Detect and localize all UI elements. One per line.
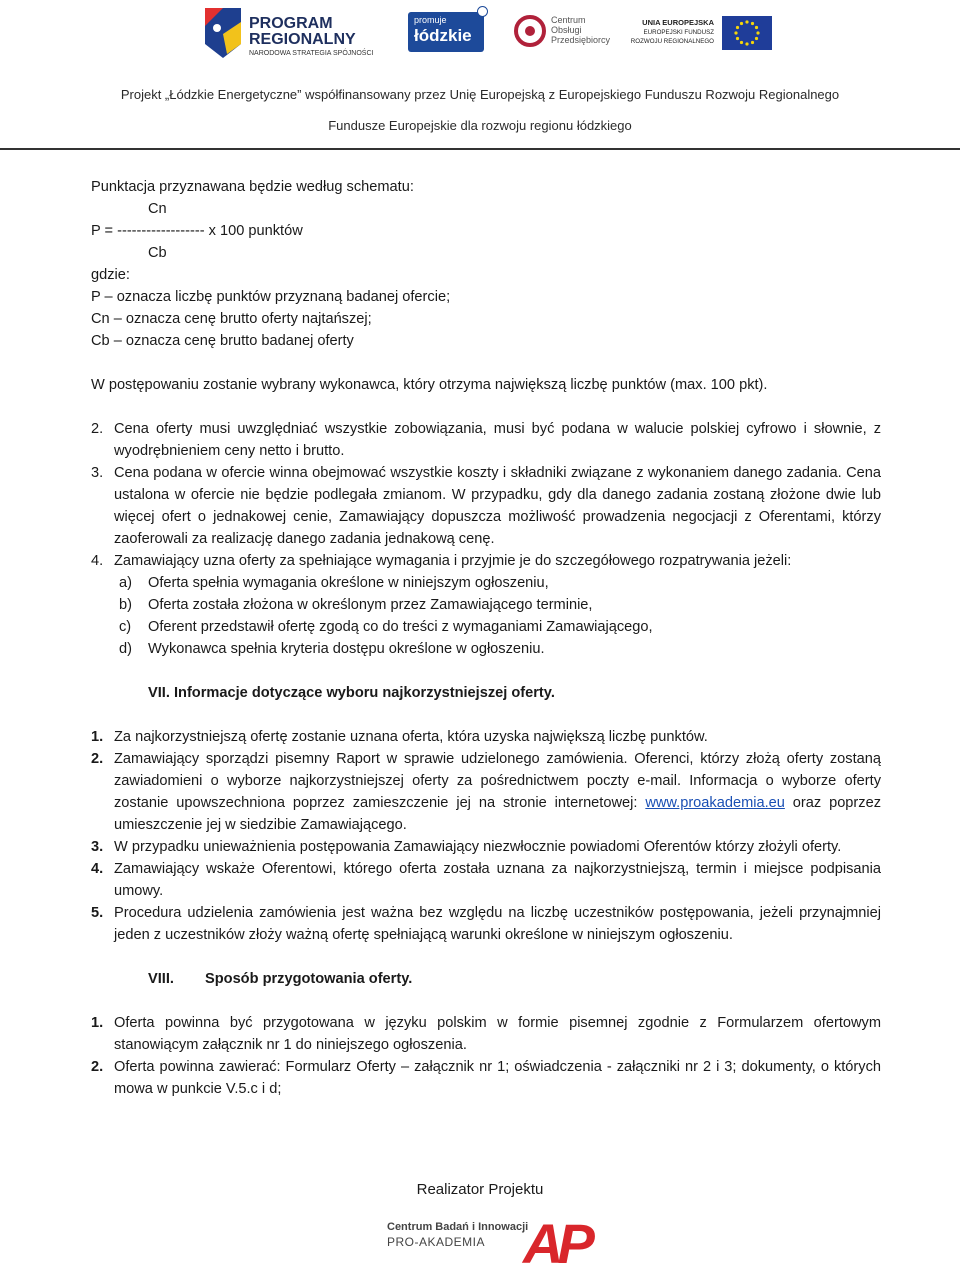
list-item bbox=[91, 418, 881, 462]
list-item-number: 3. bbox=[91, 839, 104, 855]
list-item bbox=[91, 858, 881, 902]
sub-list-item bbox=[91, 616, 881, 638]
footer-label: Realizator Projektu bbox=[416, 1181, 544, 1198]
list-item-number: 3. bbox=[91, 465, 104, 481]
formula-def-cn: Cn – oznacza cenę brutto oferty najtańszej; bbox=[91, 311, 372, 327]
pro-akademia-mark: AP bbox=[523, 1212, 589, 1275]
section-vii-heading bbox=[91, 682, 881, 704]
list-item-text: Oferta powinna być przygotowana w języku polskim w formie pisemnej zgodnie z Formularzem ofertowym stanowiącym załącznik nr 1 do niniejszego ogłoszenia. bbox=[114, 1015, 881, 1053]
program-line1: PROGRAM bbox=[249, 15, 333, 32]
formula-def-p: P – oznacza liczbę punktów przyznaną badanej ofercie; bbox=[91, 289, 451, 305]
list-item-text: Zamawiający uzna oferty za spełniające wymagania i przyjmie je do szczegółowego rozpatrywania jeżeli: bbox=[114, 553, 792, 569]
formula-denominator: Cb bbox=[148, 245, 167, 261]
list-item-number: 4. bbox=[91, 861, 104, 877]
list-item bbox=[91, 462, 881, 550]
list-item-text: Cena oferty musi uwzględniać wszystkie zobowiązania, musi być podana w walucie polskiej cyfrowo i słownie, z wyodrębnieniem ceny netto i brutto. bbox=[114, 421, 881, 459]
scoring-formula bbox=[91, 176, 881, 352]
list-item-text: Oferta powinna zawierać: Formularz Oferty – załącznik nr 1; oświadczenia - załączniki nr 2 i 3; dokumenty, o których mowa w punkcie V.5.c i d; bbox=[114, 1059, 881, 1097]
formula-def-cb: Cb – oznacza cenę brutto badanej oferty bbox=[91, 333, 354, 349]
list-item-text: Za najkorzystniejszą ofertę zostanie uznana oferta, która uzyska największą liczbę punktów. bbox=[114, 729, 708, 745]
list-item-text: Cena podana w ofercie winna obejmować wszystkie koszty i składniki związane z wykonaniem danego zadania. Cena ustalona w ofercie nie będzie podlegała zmianom. W przypadku, gdy dla danego zadania zostaną złożone dwie lub więcej ofert o jednakowej cenie, Zamawiający dopuszcza możliwość prowadzenia negocjacji z Oferentami, którzy zaoferowali za realizację danego zadania jednakową cenę. bbox=[114, 465, 881, 547]
section-viii-heading bbox=[91, 968, 881, 990]
section-vii-title: Informacje dotyczące wyboru najkorzystniejszej oferty. bbox=[173, 685, 555, 701]
funds-line: Fundusze Europejskie dla rozwoju regionu łódzkiego bbox=[328, 118, 632, 133]
header-divider bbox=[0, 148, 960, 150]
pro-akademia-line2: PRO-AKADEMIA bbox=[387, 1235, 486, 1249]
proakademia-link[interactable]: www.proakademia.eu bbox=[645, 795, 785, 811]
sub-item-text: Oferta została złożona w określonym przez Zamawiającego terminie, bbox=[148, 597, 593, 613]
pro-akademia-line1: Centrum Badań i Innowacji bbox=[387, 1221, 529, 1233]
ue-line2: EUROPEJSKI FUNDUSZ bbox=[643, 29, 714, 36]
list-item-number: 5. bbox=[91, 905, 104, 921]
list-item-number: 4. bbox=[91, 553, 104, 569]
section-viii-title: Sposób przygotowania oferty. bbox=[205, 971, 413, 987]
list-item-number: 1. bbox=[91, 1015, 104, 1031]
sub-item-text: Oferta spełnia wymagania określone w niniejszym ogłoszeniu, bbox=[148, 575, 549, 591]
list-item-text-after: oraz poprzez umieszczenie jej w siedzibie Zamawiającego. bbox=[114, 795, 881, 833]
program-line3: NARODOWA STRATEGIA SPÓJNOŚCI bbox=[249, 50, 374, 57]
list-item bbox=[91, 748, 881, 836]
list-item-text: Zamawiający wskaże Oferentowi, którego oferta została uznana za najkorzystniejszą, termin i miejsce podpisania umowy. bbox=[114, 861, 881, 899]
ue-line3: ROZWOJU REGIONALNEGO bbox=[630, 38, 714, 45]
promuje-line2: łódzkie bbox=[414, 26, 472, 45]
sub-item-letter: d) bbox=[119, 641, 132, 657]
document-body bbox=[91, 176, 881, 1100]
logo-strip bbox=[0, 4, 960, 66]
sub-list-item bbox=[91, 638, 881, 660]
formula-where: gdzie: bbox=[91, 267, 130, 283]
formula-numerator: Cn bbox=[148, 201, 167, 217]
list-item-number: 2. bbox=[91, 421, 104, 437]
list-item bbox=[91, 1012, 881, 1056]
list-item-text: W przypadku unieważnienia postępowania Zamawiający niezwłocznie powiadomi Oferentów którzy złożyli oferty. bbox=[114, 839, 842, 855]
list-item bbox=[91, 1056, 881, 1100]
cop-line3: Przedsiębiorcy bbox=[551, 35, 611, 45]
list-item-number: 2. bbox=[91, 1059, 104, 1075]
list-item bbox=[91, 726, 881, 748]
page-header bbox=[0, 0, 960, 150]
project-line: Projekt „Łódzkie Energetyczne” współfinansowany przez Unię Europejską z Europejskiego Funduszu Rozwoju Regionalnego bbox=[120, 87, 840, 102]
list-item bbox=[91, 902, 881, 946]
list-item-text: Procedura udzielenia zamówienia jest ważna bez względu na liczbę uczestników postępowania, jeżeli przynajmniej jeden z uczestników złoży ważną ofertę spełniającą warunki określone w niniejszym ogłoszeniu. bbox=[114, 905, 881, 943]
preparation-list bbox=[91, 1012, 881, 1100]
sub-item-letter: a) bbox=[119, 575, 132, 591]
winner-sentence: W postępowaniu zostanie wybrany wykonawca, który otrzyma największą liczbę punktów (max. 100 pkt). bbox=[91, 377, 768, 393]
list-item-text bbox=[114, 748, 881, 836]
unia-europejska-logo bbox=[628, 16, 778, 52]
sub-item-text: Wykonawca spełnia kryteria dostępu określone w ogłoszeniu. bbox=[148, 641, 545, 657]
program-regionalny-logo bbox=[197, 4, 387, 64]
sub-list-item bbox=[91, 572, 881, 594]
selection-list bbox=[91, 726, 881, 946]
list-item-number: 1. bbox=[91, 729, 104, 745]
ue-line1: UNIA EUROPEJSKA bbox=[642, 18, 714, 27]
pro-akademia-logo bbox=[387, 1212, 589, 1277]
sub-list-item bbox=[91, 594, 881, 616]
conditions-list bbox=[91, 418, 881, 660]
section-vii-number: VII. bbox=[148, 685, 170, 701]
sub-item-letter: b) bbox=[119, 597, 132, 613]
sub-item-text: Oferent przedstawił ofertę zgodą co do treści z wymaganiami Zamawiającego, bbox=[148, 619, 653, 635]
promuje-line1: promuje bbox=[414, 15, 447, 25]
cop-line2: Obsługi bbox=[551, 25, 582, 35]
cop-emblem-icon bbox=[513, 14, 547, 48]
program-regionalny-emblem-icon bbox=[197, 4, 247, 62]
list-item bbox=[91, 836, 881, 858]
list-item-text-before: Zamawiający sporządzi pisemny Raport w sprawie udzielonego zamówienia. Oferenci, którzy złożą oferty zostaną zawiadomieni o wyborze najkorzystniejszej oferty za pośrednictwem poczty e-mail. Informacja o wyborze oferty zostanie upowszechniona poprzez zamieszczenie jej na stronie internetowej: bbox=[114, 751, 881, 811]
list-item-number: 2. bbox=[91, 751, 104, 767]
promuje-lodzkie-logo bbox=[408, 12, 484, 52]
sub-item-letter: c) bbox=[119, 619, 132, 635]
formula-intro: Punktacja przyznawana będzie według schematu: bbox=[91, 179, 414, 195]
section-viii-number: VIII. bbox=[148, 971, 174, 987]
cop-line1: Centrum bbox=[551, 15, 586, 25]
program-line2: REGIONALNY bbox=[249, 31, 356, 48]
centrum-obslugi-logo bbox=[513, 14, 613, 54]
eu-flag-icon bbox=[722, 16, 772, 50]
formula-equation: P = ------------------ x 100 punktów bbox=[91, 223, 303, 239]
registered-icon bbox=[477, 6, 488, 17]
list-item bbox=[91, 550, 881, 572]
